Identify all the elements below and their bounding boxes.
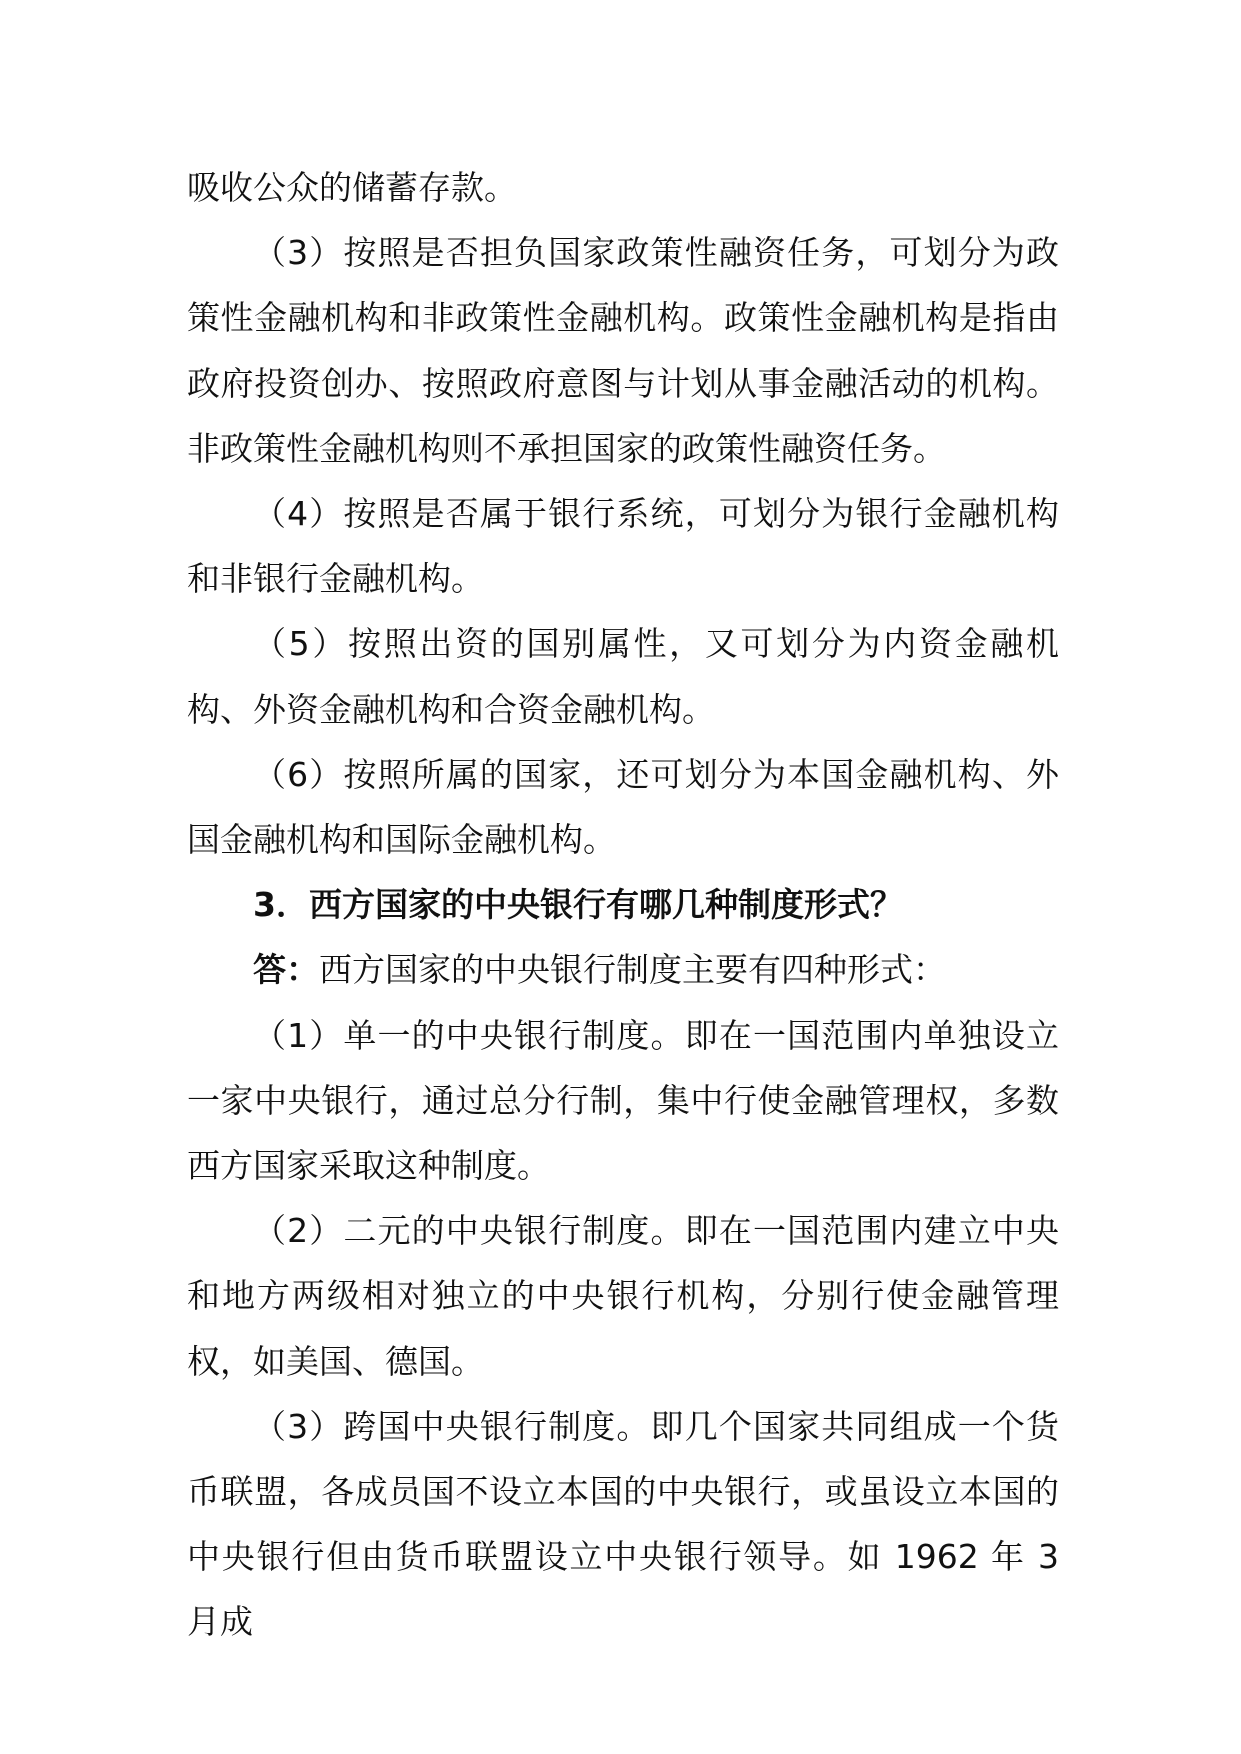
answer-intro <box>187 937 1059 1002</box>
question-heading: 3．西方国家的中央银行有哪几种制度形式？ <box>253 885 903 925</box>
document-body <box>187 155 1059 1655</box>
answer-intro-text: 西方国家的中央银行制度主要有四种形式： <box>319 950 946 990</box>
paragraph-classification-4: （4）按照是否属于银行系统，可划分为银行金融机构和非银行金融机构。 <box>187 494 1059 599</box>
paragraph-classification-3: （3）按照是否担负国家政策性融资任务，可划分为政策性金融机构和非政策性金融机构。政策性金融机构是指由政府投资创办、按照政府意图与计划从事金融活动的机构。非政策性金融机构则不承担国家的政策性融资任务。 <box>187 233 1059 468</box>
answer-item-2: （2）二元的中央银行制度。即在一国范围内建立中央和地方两级相对独立的中央银行机构，分别行使金融管理权，如美国、德国。 <box>187 1211 1059 1381</box>
paragraph-classification-5: （5）按照出资的国别属性，又可划分为内资金融机构、外资金融机构和合资金融机构。 <box>187 624 1059 729</box>
answer-item-3: （3）跨国中央银行制度。即几个国家共同组成一个货币联盟，各成员国不设立本国的中央银行，或虽设立本国的中央银行但由货币联盟设立中央银行领导。如 1962 年 3 月成 <box>187 1406 1059 1642</box>
answer-item-1: （1）单一的中央银行制度。即在一国范围内单独设立一家中央银行，通过总分行制，集中行使金融管理权，多数西方国家采取这种制度。 <box>187 1015 1059 1186</box>
paragraph-classification-6: （6）按照所属的国家，还可划分为本国金融机构、外国金融机构和国际金融机构。 <box>187 754 1059 860</box>
answer-label: 答： <box>253 950 319 990</box>
paragraph-continuation: 吸收公众的储蓄存款。 <box>187 168 517 207</box>
